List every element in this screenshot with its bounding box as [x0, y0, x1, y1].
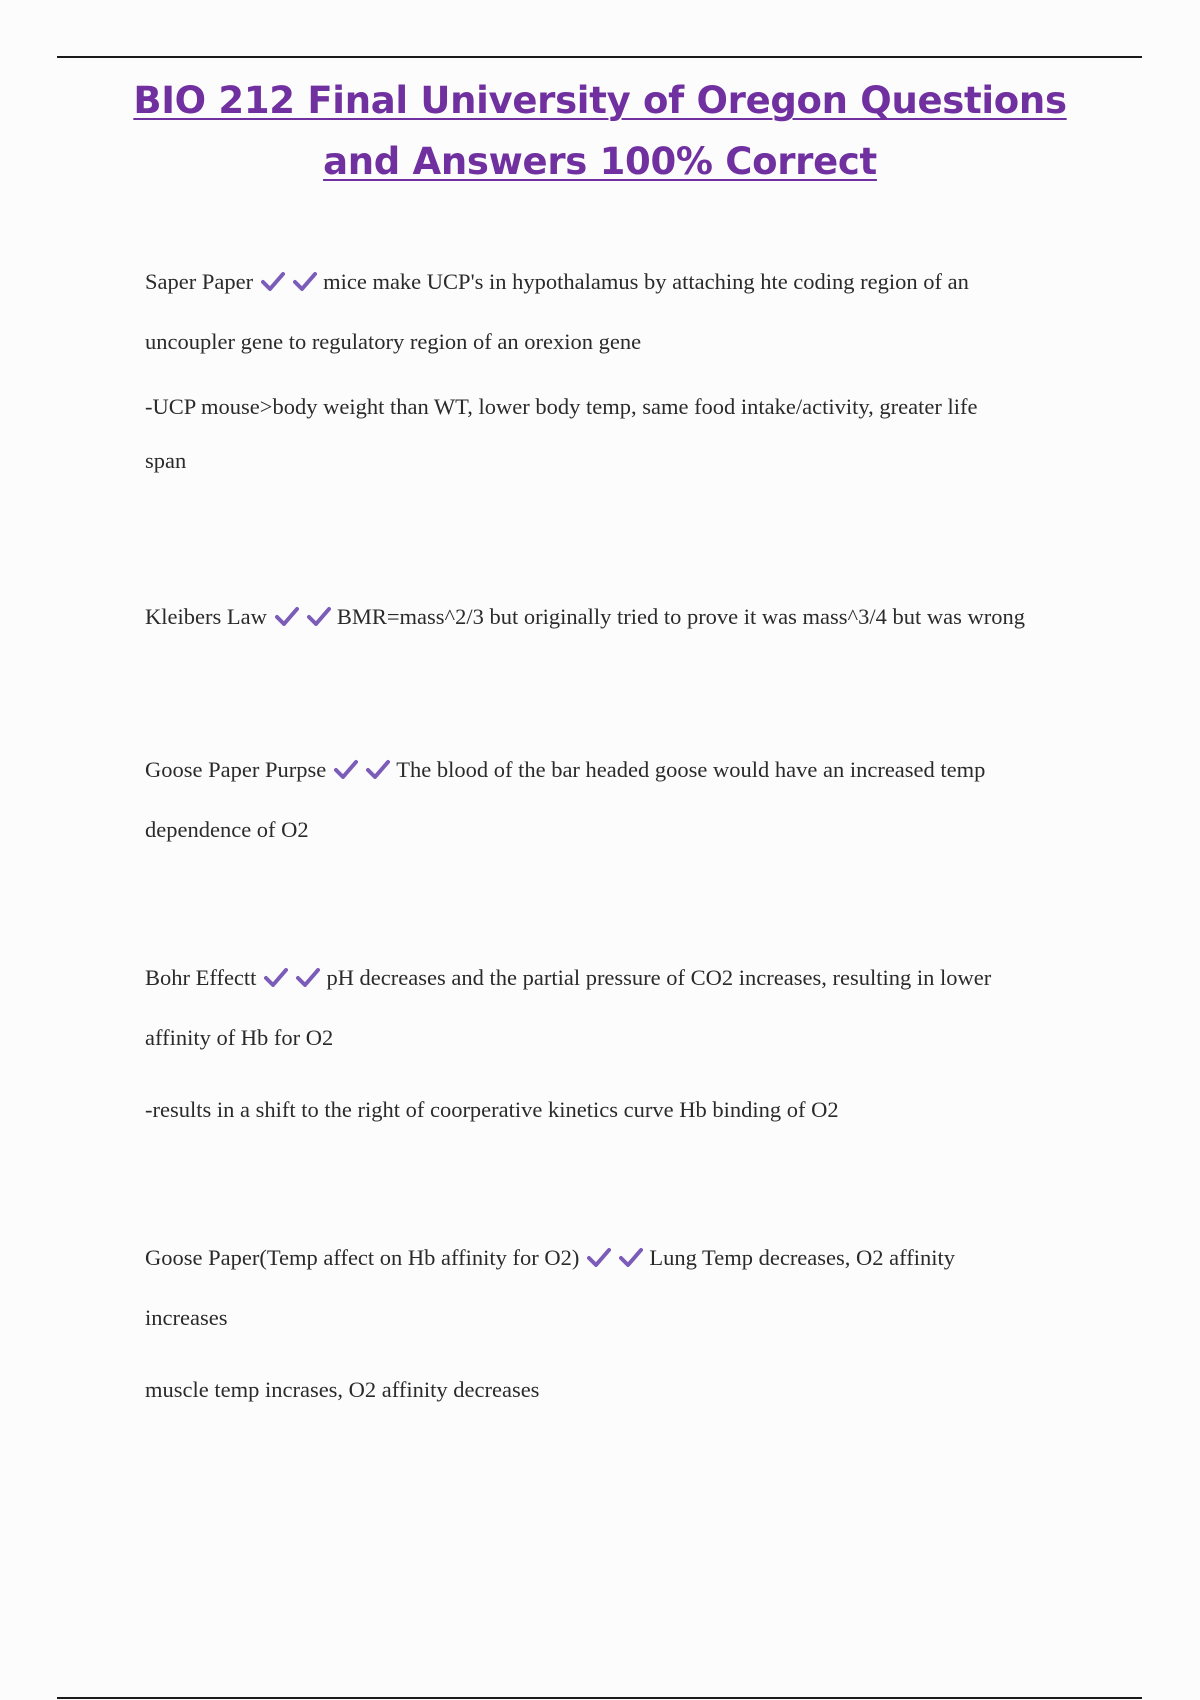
double-check-marks — [275, 604, 331, 629]
document-title — [60, 70, 1140, 192]
check-icon — [587, 1246, 611, 1268]
double-check-marks — [587, 1245, 643, 1270]
check-icon — [296, 966, 320, 988]
qa-entry-saper-paper — [145, 252, 1095, 488]
note-line: muscle temp incrases, O2 affinity decreases — [145, 1377, 540, 1402]
check-icon — [366, 758, 390, 780]
qa-entry-goose-paper-temp — [145, 1228, 1095, 1420]
definition: Lung Temp decreases, O2 affinity — [649, 1245, 955, 1270]
qa-entry-goose-paper-purpose — [145, 740, 1095, 860]
qa-entry-first-line — [145, 252, 1095, 312]
term: Goose Paper(Temp affect on Hb affinity for O2) — [145, 1245, 580, 1270]
term: Goose Paper Purpse — [145, 757, 327, 782]
definition: pH decreases and the partial pressure of CO2 increases, resulting in lower — [326, 965, 992, 990]
check-icon — [307, 605, 331, 627]
definition-continued: dependence of O2 — [145, 817, 309, 842]
double-check-marks — [334, 757, 390, 782]
definition: BMR=mass^2/3 but originally tried to prove it was mass^3/4 but was wrong — [336, 604, 1025, 629]
top-rule — [57, 56, 1142, 58]
check-icon — [334, 758, 358, 780]
check-icon — [275, 605, 299, 627]
term: Bohr Effectt — [145, 965, 257, 990]
qa-entry-first-line — [145, 948, 1095, 1008]
term: Saper Paper — [145, 269, 254, 294]
check-icon — [619, 1246, 643, 1268]
check-icon — [264, 966, 288, 988]
qa-entry-bohr-effect — [145, 948, 1095, 1140]
bottom-rule — [57, 1697, 1142, 1699]
note-line: -UCP mouse>body weight than WT, lower body temp, same food intake/activity, greater life — [145, 394, 978, 419]
qa-entry-first-line — [145, 587, 1095, 647]
note-line-continued: span — [145, 448, 187, 473]
check-icon — [261, 270, 285, 292]
title-line-2: and Answers 100% Correct — [323, 140, 877, 183]
note-line: -results in a shift to the right of coorperative kinetics curve Hb binding of O2 — [145, 1097, 839, 1122]
qa-entry-first-line — [145, 740, 1095, 800]
definition-continued: affinity of Hb for O2 — [145, 1025, 334, 1050]
definition: The blood of the bar headed goose would have an increased temp — [396, 757, 986, 782]
definition-continued: increases — [145, 1305, 228, 1330]
title-line-1: BIO 212 Final University of Oregon Questions — [133, 79, 1067, 122]
definition-continued: uncoupler gene to regulatory region of an orexion gene — [145, 329, 642, 354]
double-check-marks — [264, 965, 320, 990]
term: Kleibers Law — [145, 604, 267, 629]
check-icon — [293, 270, 317, 292]
double-check-marks — [261, 269, 317, 294]
definition: mice make UCP's in hypothalamus by attaching hte coding region of an — [323, 269, 969, 294]
qa-entry-kleibers-law — [145, 587, 1095, 647]
qa-entry-first-line — [145, 1228, 1095, 1288]
